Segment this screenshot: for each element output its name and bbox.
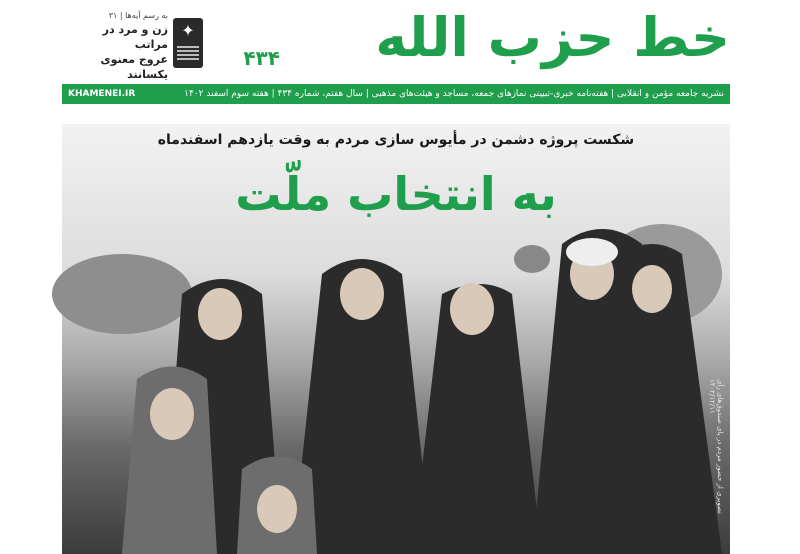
slogan-box bbox=[70, 10, 168, 82]
masthead-title: خط حزب الله bbox=[375, 6, 730, 69]
slogan-line-1: زن و مرد در مراتب bbox=[102, 23, 168, 51]
site-link[interactable]: KHAMENEI.IR bbox=[68, 89, 136, 99]
issue-number: ۴۳۴ bbox=[243, 46, 280, 70]
cover-headline: به انتخاب ملّت bbox=[235, 167, 557, 221]
info-strip-text: نشریه جامعه مؤمن و انقلابی | هفته‌نامه خبری-تبیینی نمازهای جمعه، مساجد و هیئت‌های مذهبی | سال هفتم، شماره ۴۳۴ | هفته سوم اسفند ۱۴۰۲ bbox=[184, 89, 724, 99]
verse-reference: به رسم آیه‌ها | ۳۱ bbox=[108, 11, 168, 20]
cover-subhead: شکست پروژه دشمن در مأیوس سازی مردم به وقت یازدهم اسفندماه bbox=[157, 132, 635, 148]
badge-stripes bbox=[177, 44, 199, 62]
cover-photo bbox=[62, 124, 730, 554]
info-strip bbox=[62, 84, 730, 104]
publisher-badge bbox=[173, 18, 203, 68]
slogan-line-2: عروج معنوی یکسانند bbox=[100, 53, 168, 81]
photo-caption: تصویری از حضور مردم در پای صندوق‌های رأی ۱۴۰۲/۱۲/۱۱ bbox=[708, 379, 724, 514]
masthead bbox=[0, 0, 800, 81]
quran-emblem-icon: ✦ bbox=[181, 21, 195, 40]
